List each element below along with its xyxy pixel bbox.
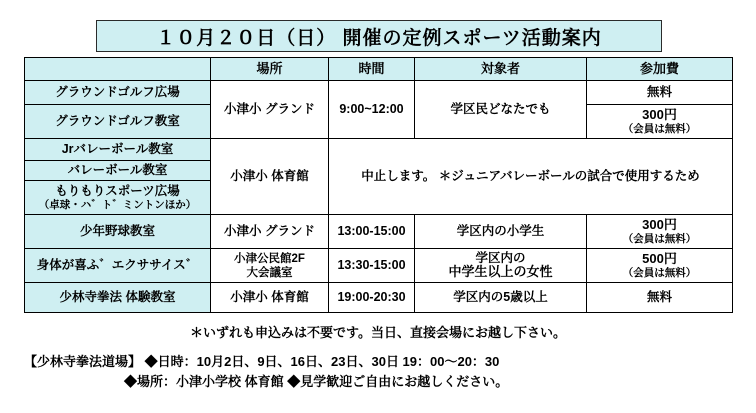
- table-row: [25, 249, 733, 283]
- column-header-blank: [25, 58, 211, 81]
- fee-amount: 300円: [642, 217, 677, 232]
- fee-amount: 500円: [642, 251, 677, 266]
- activity-name: 身体が喜ふ゛エクササイス゛: [25, 249, 211, 283]
- footer-line-1: ◆日時：10月2日、9日、16日、23日、30日 19：00～20：30: [144, 354, 500, 369]
- footer-label: 【少林寺拳法道場】: [24, 354, 142, 369]
- place-sub: 大会議室: [246, 266, 293, 279]
- target-main: 学区内の: [475, 250, 526, 265]
- activity-name-sub: （卓球・ハ゛ト゛ミントンほか）: [38, 198, 197, 211]
- table-header-row: [25, 58, 733, 81]
- activity-name: グラウンドゴルフ教室: [25, 105, 211, 139]
- activity-place: 小津小 体育館: [211, 283, 329, 313]
- title-banner: [96, 20, 662, 52]
- activity-fee: [587, 215, 733, 249]
- table-row: [25, 139, 733, 161]
- activity-place: 小津小 グランド: [211, 215, 329, 249]
- activity-fee: 無料: [587, 283, 733, 313]
- activity-fee: 無料: [587, 81, 733, 105]
- activity-name: 少年野球教室: [25, 215, 211, 249]
- table-row: [25, 215, 733, 249]
- place-main: 小津公民館2F: [234, 253, 305, 266]
- target-sub: 中学生以上の女性: [448, 264, 553, 280]
- column-header-target: 対象者: [415, 58, 587, 81]
- activity-name: [25, 181, 211, 215]
- activity-name: Jrバレーボール教室: [25, 139, 211, 161]
- activity-target: [415, 249, 587, 283]
- activity-time: 19:00-20:30: [329, 283, 415, 313]
- column-header-fee: 参加費: [587, 58, 733, 81]
- activity-time: 9:00~12:00: [329, 81, 415, 139]
- fee-note: （会員は無料）: [622, 122, 697, 135]
- page-title: １０月２０日（日） 開催の定例スポーツ活動案内: [156, 27, 602, 49]
- activity-fee: [587, 249, 733, 283]
- fee-note: （会員は無料）: [622, 266, 697, 279]
- activity-name: グラウンドゴルフ広場: [25, 81, 211, 105]
- activity-target: 学区内の5歳以上: [415, 283, 587, 313]
- activity-time: 13:00-15:00: [329, 215, 415, 249]
- activity-name: バレーボール教室: [25, 161, 211, 181]
- activity-cancel-note: 中止します。 ＊ジュニアバレーボールの試合で使用するため: [329, 139, 733, 215]
- fee-note: （会員は無料）: [622, 232, 697, 245]
- table-row: [25, 81, 733, 105]
- activity-name: 少林寺拳法 体験教室: [25, 283, 211, 313]
- schedule-table: [24, 57, 733, 313]
- footer-row-1: [24, 352, 736, 372]
- footer-row-2: [24, 372, 736, 392]
- activity-target: 学区民どなたでも: [415, 81, 587, 139]
- activity-name-main: もりもりスポーツ広場: [55, 184, 180, 199]
- activity-fee: [587, 105, 733, 139]
- table-row: [25, 283, 733, 313]
- footer-line-2: ◆場所：小津小学校 体育館 ◆見学歓迎ご自由にお越しください。: [124, 374, 509, 390]
- column-header-time: 時間: [329, 58, 415, 81]
- column-header-place: 場所: [211, 58, 329, 81]
- fee-amount: 300円: [642, 107, 677, 122]
- activity-place: 小津小 体育館: [211, 139, 329, 215]
- activity-place: [211, 249, 329, 283]
- activity-target: 学区内の小学生: [415, 215, 587, 249]
- activity-place: 小津小 グランド: [211, 81, 329, 139]
- application-note: ＊いずれも申込みは不要です。当日、直接会場にお越し下さい。: [190, 325, 566, 340]
- activity-time: 13:30-15:00: [329, 249, 415, 283]
- footer-block: [24, 352, 736, 392]
